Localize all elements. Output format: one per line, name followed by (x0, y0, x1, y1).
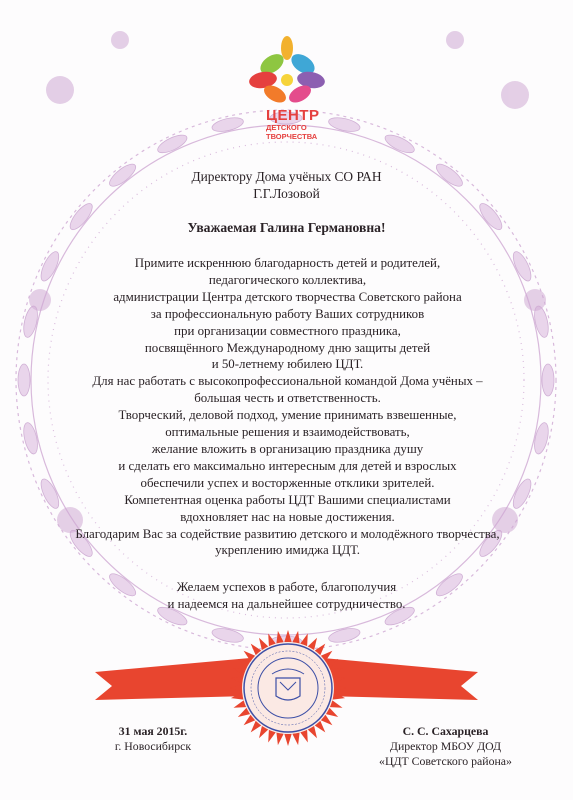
body-line: вдохновляет нас на новые достижения. (180, 509, 395, 524)
body-line: администрации Центра детского творчества Советского района (113, 289, 462, 304)
body-line: обеспечили успех и восторженные отклики зрителей. (140, 475, 435, 490)
seal-ray (284, 630, 291, 642)
letter-body (40, 255, 535, 559)
logo-line-1: ЦЕНТР (266, 107, 320, 124)
ornament-petal (383, 132, 417, 157)
letter-date: 31 мая 2015г. (118, 724, 188, 738)
body-line: за профессиональную работу Ваших сотрудников (150, 306, 425, 321)
date-block (88, 724, 218, 754)
letter-city: г. Новосибирск (114, 739, 192, 753)
signer-name: С. С. Сахарцева (402, 724, 489, 738)
addressee-name: Г.Г.Лозовой (253, 186, 320, 201)
seal-ray (334, 684, 346, 691)
seal-ray (292, 631, 299, 644)
addressee-position: Директору Дома учёных СО РАН (191, 169, 382, 184)
seal-ray (284, 734, 291, 746)
body-line: Компетентная оценка работы ЦДТ Вашими специалистами (124, 492, 451, 507)
body-line: посвящённого Международному дню защиты детей (144, 340, 431, 355)
addressee-block (0, 168, 573, 202)
ornament-petal (18, 364, 30, 396)
body-line: Творческий, деловой подход, умение принимать взвешенные, (118, 408, 457, 423)
signature-block (368, 724, 523, 769)
ornament-petal (155, 132, 189, 157)
wishes-line-1: Желаем успехов в работе, благополучия (176, 580, 397, 594)
seal-ray (231, 692, 244, 699)
seal-ray (276, 631, 283, 644)
official-seal (228, 628, 348, 748)
logo-wordmark (266, 108, 336, 140)
body-line: педагогического коллектива, (208, 272, 367, 287)
seal-ray (231, 676, 244, 683)
body-line: при организации совместного праздника, (174, 323, 401, 338)
ornament-petal (542, 364, 554, 396)
logo-line-2: ДЕТСКОГО (266, 123, 307, 132)
seal-ray (333, 676, 346, 683)
body-line: и сделать его максимально интересным для детей и взрослых (118, 458, 457, 473)
wishes-line-2: и надеемся на дальнейшее сотрудничество. (167, 597, 406, 611)
signer-org: «ЦДТ Советского района» (379, 754, 512, 768)
body-line: Благодарим Вас за содействие развитию детского и молодёжного творчества, (75, 526, 500, 541)
seal-ray (292, 733, 299, 746)
seal-ray (230, 684, 242, 691)
greeting: Уважаемая Галина Германовна! (187, 220, 386, 235)
body-line: большая честь и ответственность. (194, 391, 381, 406)
body-line: и 50-летнему юбилею ЦДТ. (211, 357, 364, 372)
body-line: Примите искреннюю благодарность детей и родителей, (134, 256, 441, 270)
body-line: оптимальные решения и взаимодействовать, (165, 425, 410, 440)
seal-ray (276, 733, 283, 746)
body-line: желание вложить в организацию праздника душу (151, 441, 424, 456)
body-line: укреплению имиджа ЦДТ. (215, 543, 360, 558)
logo-line-3: ТВОРЧЕСТВА (266, 131, 318, 141)
seal-ray (333, 692, 346, 699)
signer-title: Директор МБОУ ДОД (389, 739, 502, 753)
wishes-block (0, 579, 573, 613)
body-line: Для нас работать с высокопрофессиональной командой Дома учёных – (92, 374, 483, 389)
